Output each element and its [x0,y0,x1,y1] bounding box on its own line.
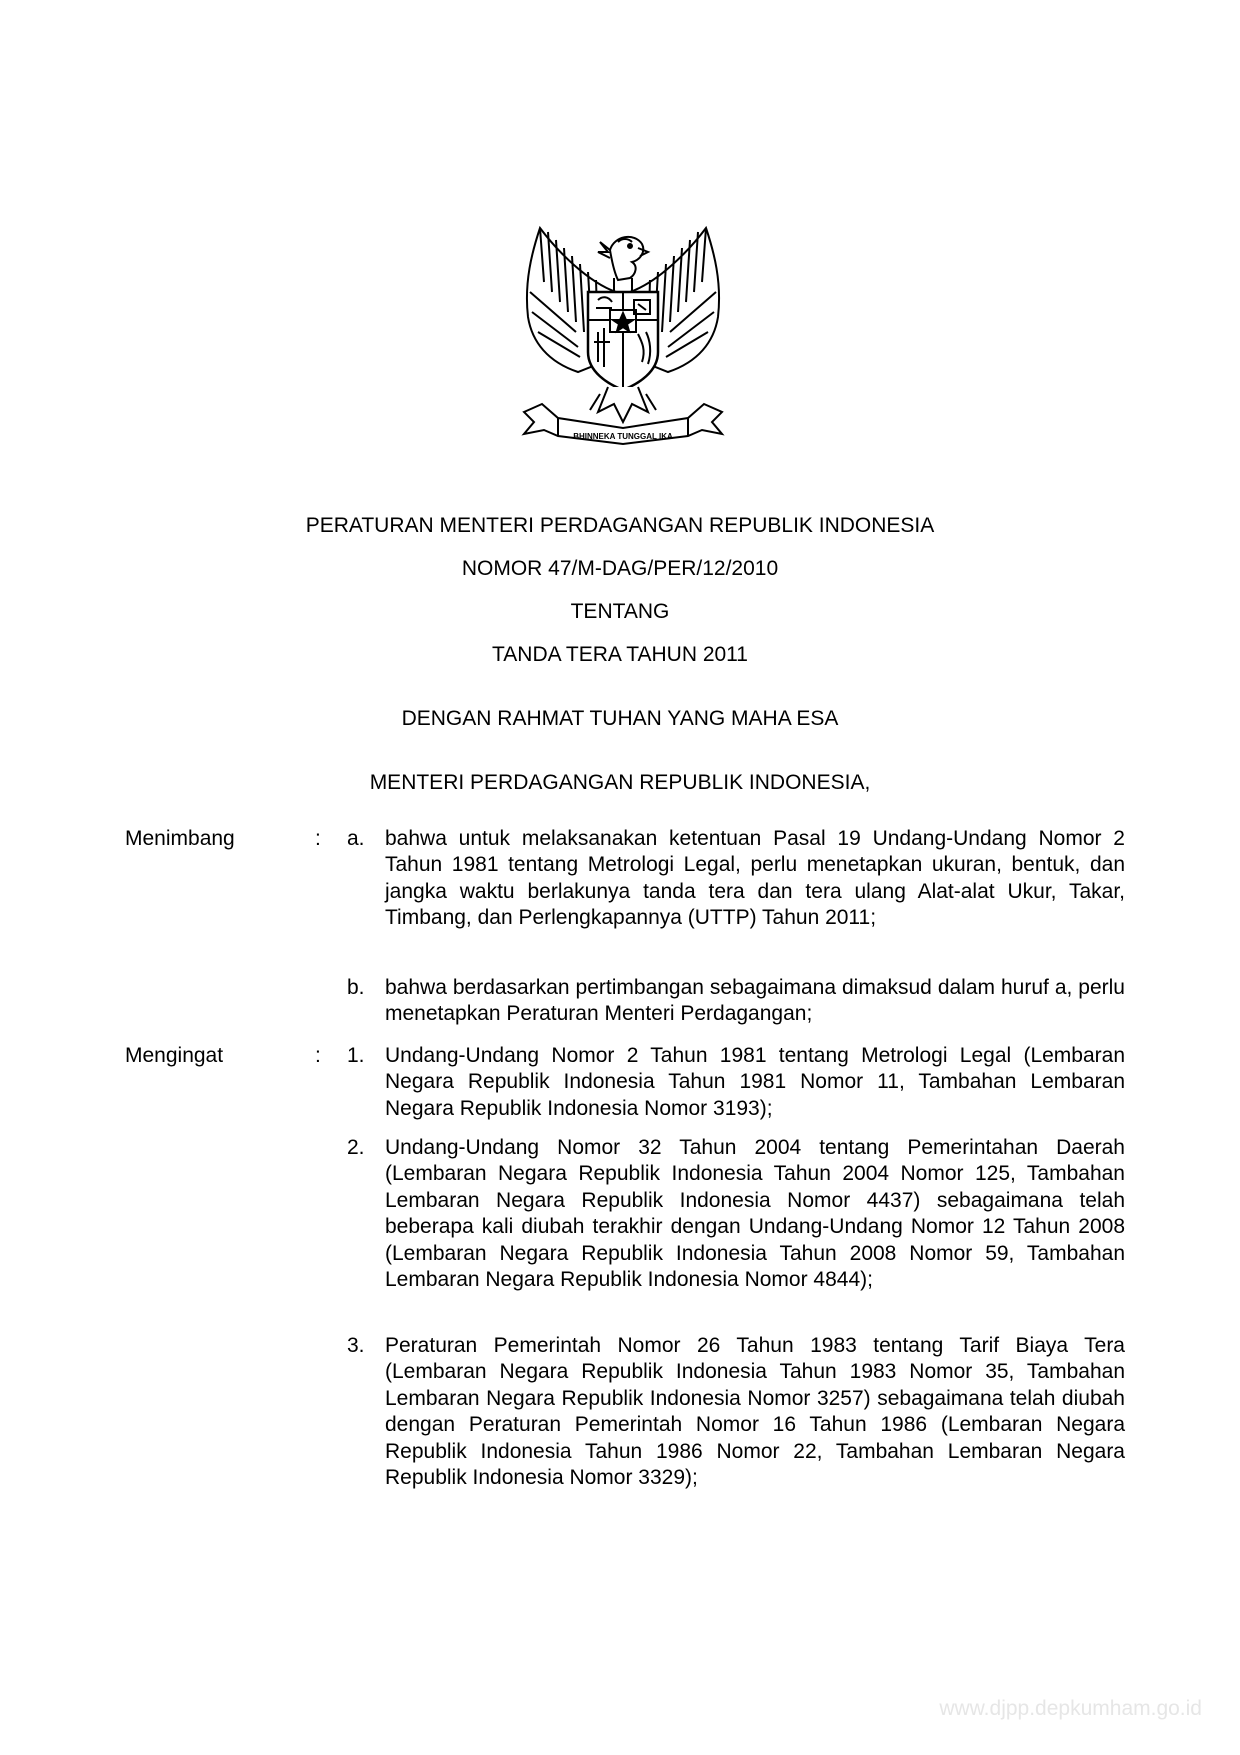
menimbang-label: Menimbang [125,827,235,850]
item-text: Undang-Undang Nomor 32 Tahun 2004 tentang Pemerintahan Daerah (Lembaran Negara Republik Indonesia Tahun 2004 Nomor 125, Tambahan Lembaran Negara Republik Indonesia Nomor 4437) sebagaimana telah beberapa kali diubah terakhir dengan Undang-Undang Nomor 12 Tahun 2008 (Lembaran Negara Republik Indonesia Tahun 2008 Nomor 59, Tambahan Lembaran Negara Republik Indonesia Nomor 4844); [385,1136,1125,1292]
mengingat-label: Mengingat [125,1044,224,1067]
regulation-title: PERATURAN MENTERI PERDAGANGAN REPUBLIK INDONESIA [305,514,935,537]
regulation-about-keyword: TENTANG [570,600,670,623]
item-text: bahwa berdasarkan pertimbangan sebagaimana dimaksud dalam huruf a, perlu menetapkan Peraturan Menteri Perdagangan; [385,976,1125,1026]
emblem-motto: BHINNEKA TUNGGAL IKA [573,432,673,441]
item-marker: 1. [347,1044,365,1067]
item-marker: a. [347,827,365,850]
menimbang-colon: : [315,827,321,850]
regulation-subject: TANDA TERA TAHUN 2011 [492,643,748,666]
item-marker: b. [347,976,365,999]
issuing-authority: MENTERI PERDAGANGAN REPUBLIK INDONESIA, [369,771,871,794]
item-text: bahwa untuk melaksanakan ketentuan Pasal 19 Undang-Undang Nomor 2 Tahun 1981 tentang Metrologi Legal, perlu menetapkan ukuran, bentuk, dan jangka waktu berlakunya tanda tera dan tera ulang Alat-alat Ukur, Takar, Timbang, dan Perlengkapannya (UTTP) Tahun 2011; [385,827,1125,930]
item-text: Peraturan Pemerintah Nomor 26 Tahun 1983 tentang Tarif Biaya Tera (Lembaran Negara Republik Indonesia Tahun 1983 Nomor 35, Tambahan Lembaran Negara Republik Indonesia Nomor 3257) sebagaimana telah diubah dengan Peraturan Pemerintah Nomor 16 Tahun 1986 (Lembaran Negara Republik Indonesia Tahun 1986 Nomor 22, Tambahan Lembaran Negara Republik Indonesia Nomor 3329); [385,1334,1125,1490]
garuda-pancasila-emblem-icon [518,222,728,452]
invocation-line: DENGAN RAHMAT TUHAN YANG MAHA ESA [401,707,839,730]
mengingat-colon: : [315,1044,321,1067]
regulation-number: NOMOR 47/M-DAG/PER/12/2010 [461,557,779,580]
watermark-url: www.djpp.depkumham.go.id [939,1697,1202,1720]
item-marker: 3. [347,1334,365,1357]
item-marker: 2. [347,1136,365,1159]
item-text: Undang-Undang Nomor 2 Tahun 1981 tentang Metrologi Legal (Lembaran Negara Republik Indonesia Tahun 1981 Nomor 11, Tambahan Lembaran Negara Republik Indonesia Nomor 3193); [385,1044,1125,1120]
